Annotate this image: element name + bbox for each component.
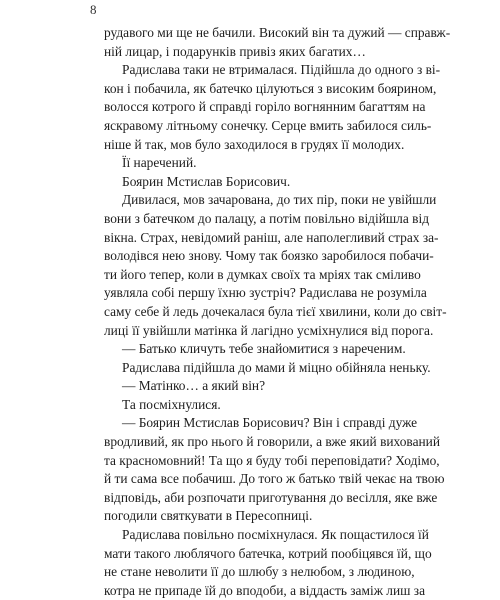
text-line: ти його тепер, коли в думках своїх та мріях так сміливо xyxy=(104,266,421,282)
page-number: 8 xyxy=(90,2,97,17)
text-line: вони з батечком до палацу, а потім повільно відійшла від xyxy=(104,210,430,226)
text-line: Боярин Мстислав Борисович. xyxy=(122,173,291,189)
text-line: Та посміхнулися. xyxy=(122,396,221,412)
text-line: — Боярин Мстислав Борисович? Він і справді дуже xyxy=(122,415,418,431)
text-line: відповідь, аби розпочати приготування до весілля, яке вже xyxy=(104,489,438,505)
text-line: — Матінко… а який він? xyxy=(122,378,266,394)
text-line: волосся котрого й справді горіло вогнянним багаттям на xyxy=(104,99,426,115)
text-line: саму себе й ледь дочекалася була тієї хвилини, коли до світ- xyxy=(104,303,447,319)
text-line: й ти сама все побачиш. До того ж батько твій чекає на твою xyxy=(104,471,445,487)
text-line: та красномовний! Та що я буду тобі переповідати? Ходімо, xyxy=(104,452,440,468)
text-line: погодили святкувати в Пересопниці. xyxy=(104,508,313,524)
text-line: Радислава повільно посміхнулася. Як пощастилося їй xyxy=(122,527,429,543)
text-line: — Батько кличуть тебе знайомитися з нареченим. xyxy=(122,341,406,357)
text-line: лиці її увійшли матінка й лагідно усміхнулися від порога. xyxy=(104,322,434,338)
text-line: вродливий, як про нього й говорили, а вже який вихований xyxy=(104,434,441,450)
text-line: Радислава підійшла до мами й міцно обійняла неньку. xyxy=(122,359,431,375)
text-line: не стане неволити її до шлюбу з нелюбом, з людиною, xyxy=(104,564,415,580)
text-line: уявляла собі першу їхню зустріч? Радислава не розуміла xyxy=(104,285,427,301)
text-line: вікна. Страх, невідомий раніш, але наполегливий страх за- xyxy=(104,229,439,245)
text-line: котра не припаде їй до вподоби, а віддасть заміж лиш за xyxy=(104,582,426,598)
text-line: мати такого люблячого батечка, котрий пообіцявся їй, що xyxy=(104,545,432,561)
text-line: ній лицар, і подарунків привіз яких багатих… xyxy=(104,43,366,59)
text-line: рудавого ми ще не бачили. Високий він та дужий — справж- xyxy=(104,25,451,40)
text-line: кон і побачила, як батечко цілуються з високим боярином, xyxy=(104,80,437,96)
text-line: Радислава таки не втрималася. Підійшла до одного з ві- xyxy=(122,62,441,78)
text-line: володівся нею знову. Чому так боязко заробилося побачи- xyxy=(104,248,434,264)
body-text xyxy=(104,24,451,600)
text-line: яскравому літньому сонечку. Серце вмить забилося силь- xyxy=(104,117,432,133)
text-line: Дивилася, мов зачарована, до тих пір, поки не увійшли xyxy=(122,192,437,208)
text-line: ніше й так, мов було заходилося в грудях її молодих. xyxy=(104,136,405,152)
text-line: Її наречений. xyxy=(122,155,197,171)
